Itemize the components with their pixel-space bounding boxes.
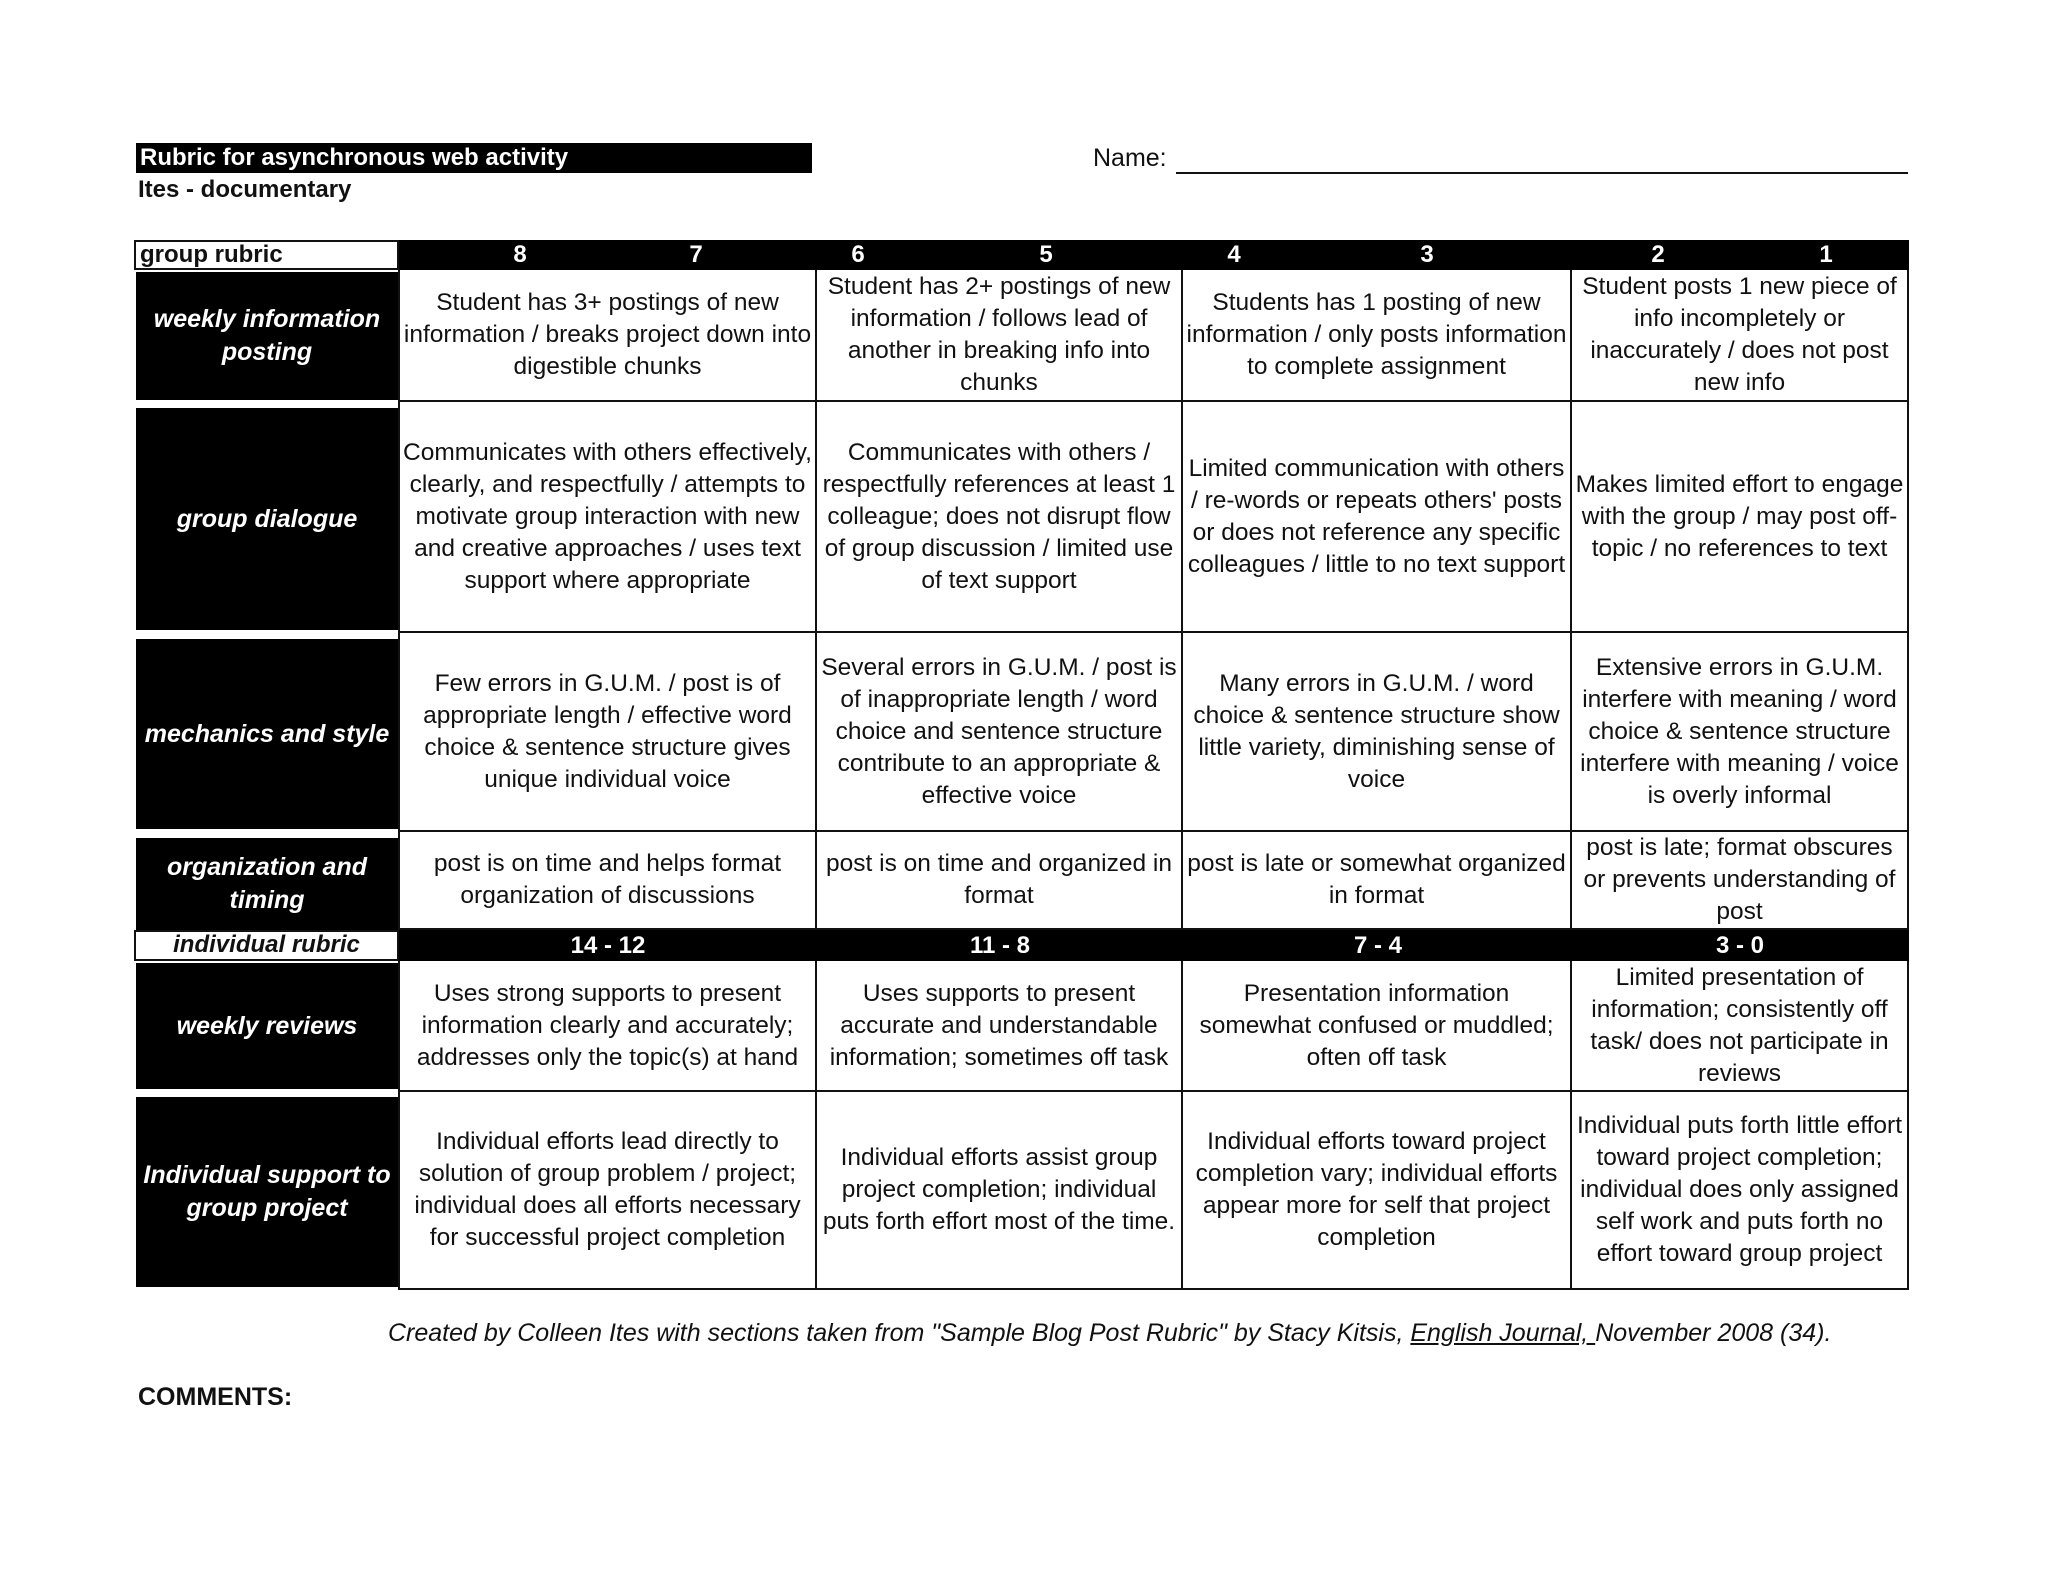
rubric-title: Rubric for asynchronous web activity [136,143,812,173]
rubric-cell: Makes limited effort to engage with the group / may post off-topic / no references to text [1572,402,1909,633]
rubric-cell: Many errors in G.U.M. / word choice & sentence structure show little variety, diminishing sense of voice [1183,633,1572,832]
criterion-label: organization and timing [136,838,398,930]
rubric-cell: Uses supports to present accurate and understandable information; sometimes off task [817,961,1183,1092]
rubric-cell: Limited communication with others / re-words or repeats others' posts or does not reference any specific colleagues / little to no text support [1183,402,1572,633]
score-number: 1 [1819,241,1833,268]
rubric-cell: Several errors in G.U.M. / post is of inappropriate length / word choice and sentence structure contribute to an appropriate & effective voice [817,633,1183,832]
score-number: 4 [1227,241,1241,268]
group-rubric-label: group rubric [134,240,399,270]
criterion-label: group dialogue [136,408,398,630]
rubric-cell: Student has 2+ postings of new information / follows lead of another in breaking info into chunks [817,270,1183,402]
rubric-cell: Few errors in G.U.M. / post is of appropriate length / effective word choice & sentence structure gives unique individual voice [398,633,817,832]
score-number: 7 [689,241,703,268]
citation-suffix: November 2008 (34). [1595,1319,1832,1347]
rubric-cell: post is late or somewhat organized in format [1183,832,1572,930]
score-number: 5 [1039,241,1053,268]
rubric-cell: Students has 1 posting of new information / only posts information to complete assignment [1183,270,1572,402]
comments-label: COMMENTS: [138,1383,293,1411]
rubric-cell: Individual puts forth little effort toward project completion; individual does only assigned self work and puts forth no effort toward group project [1572,1092,1909,1290]
rubric-cell: post is on time and organized in format [817,832,1183,930]
name-line[interactable] [1176,172,1908,174]
rubric-cell: Communicates with others effectively, clearly, and respectfully / attempts to motivate group interaction with new and creative approaches / uses text support where appropriate [398,402,817,633]
citation [388,1317,1831,1349]
citation-prefix: Created by Colleen Ites with sections taken from "Sample Blog Post Rubric" by Stacy Kitsis, [388,1319,1404,1347]
rubric-cell: Presentation information somewhat confused or muddled; often off task [1183,961,1572,1092]
rubric-cell: Individual efforts lead directly to solution of group problem / project; individual does all efforts necessary for successful project completion [398,1092,817,1290]
score-number: 2 [1651,241,1665,268]
criterion-label: weekly information posting [136,272,398,400]
rubric-cell: post is late; format obscures or prevents understanding of post [1572,832,1909,930]
score-range: 7 - 4 [1353,932,1403,959]
citation-journal: English Journal, [1410,1319,1596,1347]
score-number: 8 [513,241,527,268]
score-number: 6 [851,241,865,268]
score-number: 3 [1420,241,1434,268]
rubric-subtitle: Ites - documentary [138,176,352,203]
score-range: 11 - 8 [969,932,1031,959]
rubric-cell: Communicates with others / respectfully references at least 1 colleague; does not disrupt flow of group discussion / limited use of text support [817,402,1183,633]
score-range: 3 - 0 [1715,932,1765,959]
score-range: 14 - 12 [570,932,646,959]
rubric-cell: Individual efforts assist group project completion; individual puts forth effort most of the time. [817,1092,1183,1290]
rubric-cell: Limited presentation of information; consistently off task/ does not participate in reviews [1572,961,1909,1092]
rubric-cell: Individual efforts toward project completion vary; individual efforts appear more for self that project completion [1183,1092,1572,1290]
rubric-cell: Extensive errors in G.U.M. interfere with meaning / word choice & sentence structure interfere with meaning / voice is overly informal [1572,633,1909,832]
name-label: Name: [1093,144,1167,172]
individual-rubric-label: individual rubric [134,930,399,961]
rubric-cell: Student posts 1 new piece of info incompletely or inaccurately / does not post new info [1572,270,1909,402]
rubric-cell: post is on time and helps format organization of discussions [398,832,817,930]
criterion-label: mechanics and style [136,639,398,829]
criterion-label: weekly reviews [136,963,398,1089]
criterion-label: Individual support to group project [136,1097,398,1287]
rubric-cell: Uses strong supports to present information clearly and accurately; addresses only the topic(s) at hand [398,961,817,1092]
rubric-cell: Student has 3+ postings of new information / breaks project down into digestible chunks [398,270,817,402]
